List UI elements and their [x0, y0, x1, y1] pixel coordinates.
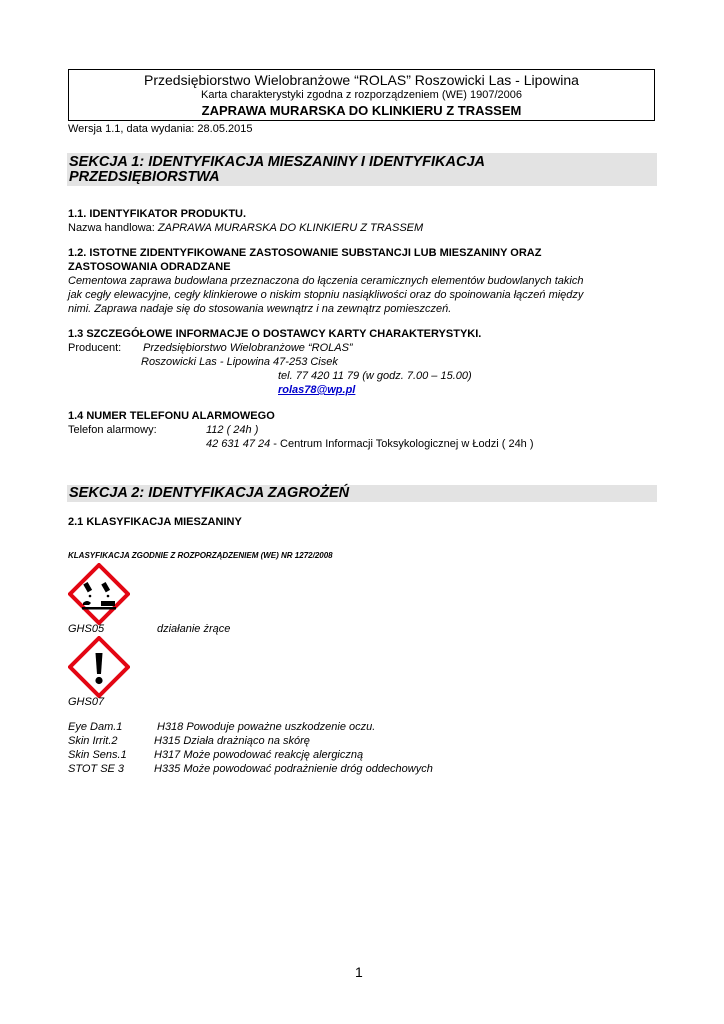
product-title: ZAPRAWA MURARSKA DO KLINKIERU Z TRASSEM [201, 103, 522, 118]
s12-text-line2: jak cegły elewacyjne, cegły klinkierowe o niskim stopniu nasiąkliwości oraz do spoinowania łączeń między [68, 289, 584, 301]
document-header [68, 69, 655, 121]
emergency-number-2: 42 631 47 24 [206, 438, 271, 450]
section1-header [67, 153, 657, 186]
producer-email-link[interactable]: rolas78@wp.pl [278, 384, 356, 396]
hazard-statement: H317 Może powodować reakcję alergiczną [154, 749, 364, 761]
section1-title-line1: SEKCJA 1: IDENTYFIKACJA MIESZANINY I IDENTYFIKACJA [69, 154, 485, 170]
regulation-line: Karta charakterystyki zgodna z rozporządzeniem (WE) 1907/2006 [201, 89, 522, 101]
hazard-statement: H318 Powoduje poważne uszkodzenie oczu. [157, 721, 376, 733]
company-name: Przedsiębiorstwo Wielobranżowe “ROLAS” Roszowicki Las - Lipowina [144, 72, 579, 88]
hazard-class: Skin Irrit.2 [68, 735, 118, 747]
hazard-class: STOT SE 3 [68, 763, 125, 775]
emergency-line-2 [206, 438, 534, 450]
section2-header [67, 485, 657, 502]
s21-heading: 2.1 KLASYFIKACJA MIESZANINY [68, 516, 242, 528]
hazard-class: Skin Sens.1 [68, 749, 127, 761]
hazard-statement: H335 Może powodować podrażnienie dróg oddechowych [154, 763, 433, 775]
emergency-label: Telefon alarmowy: [68, 424, 157, 436]
s12-text-line3: nimi. Zaprawa nadaje się do stosowania wewnątrz i na zewnątrz pomieszczeń. [68, 303, 452, 315]
trade-name-value: ZAPRAWA MURARSKA DO KLINKIERU Z TRASSEM [157, 222, 424, 234]
trade-name-label: Nazwa handlowa: [68, 222, 158, 234]
s11-heading: 1.1. IDENTYFIKATOR PRODUKTU. [68, 208, 247, 220]
emergency-number-1: 112 ( 24h ) [206, 424, 259, 436]
s13-heading: 1.3 SZCZEGÓŁOWE INFORMACJE O DOSTAWCY KARTY CHARAKTERYSTYKI. [68, 328, 482, 340]
ghs07-code: GHS07 [68, 696, 105, 708]
classification-heading: KLASYFIKACJA ZGODNIE Z ROZPORZĄDZENIEM (WE) NR 1272/2008 [68, 551, 333, 560]
producer-name: Przedsiębiorstwo Wielobranżowe “ROLAS” [143, 342, 353, 354]
s12-heading-line1: 1.2. ISTOTNE ZIDENTYFIKOWANE ZASTOSOWANIE SUBSTANCJI LUB MIESZANINY ORAZ [68, 247, 542, 259]
trade-name-line [68, 222, 423, 234]
producer-phone: tel. 77 420 11 79 (w godz. 7.00 – 15.00) [278, 370, 472, 382]
hazard-statement: H315 Działa drażniąco na skórę [154, 735, 310, 747]
section1-title-line2: PRZEDSIĘBIORSTWA [69, 169, 220, 185]
version-line: Wersja 1.1, data wydania: 28.05.2015 [68, 123, 253, 135]
s14-heading: 1.4 NUMER TELEFONU ALARMOWEGO [68, 410, 275, 422]
hazard-class: Eye Dam.1 [68, 721, 123, 733]
emergency-number-2-desc: - Centrum Informacji Toksykologicznej w Łodzi ( 24h ) [270, 438, 534, 450]
s12-heading-line2: ZASTOSOWANIA ODRADZANE [68, 261, 231, 273]
page-number: 1 [355, 964, 363, 980]
section2-title: SEKCJA 2: IDENTYFIKACJA ZAGROŻEŃ [69, 485, 350, 501]
ghs05-code: GHS05 [68, 623, 105, 635]
ghs05-corrosion-icon [68, 563, 130, 625]
producer-address: Roszowicki Las - Lipowina 47-253 Cisek [141, 356, 338, 368]
ghs05-description: działanie żrące [157, 623, 231, 635]
s12-text-line1: Cementowa zaprawa budowlana przeznaczona do łączenia ceramicznych elementów budowlanych takich [68, 275, 584, 287]
producer-label: Producent: [68, 342, 122, 354]
ghs07-exclamation-icon [68, 636, 130, 698]
